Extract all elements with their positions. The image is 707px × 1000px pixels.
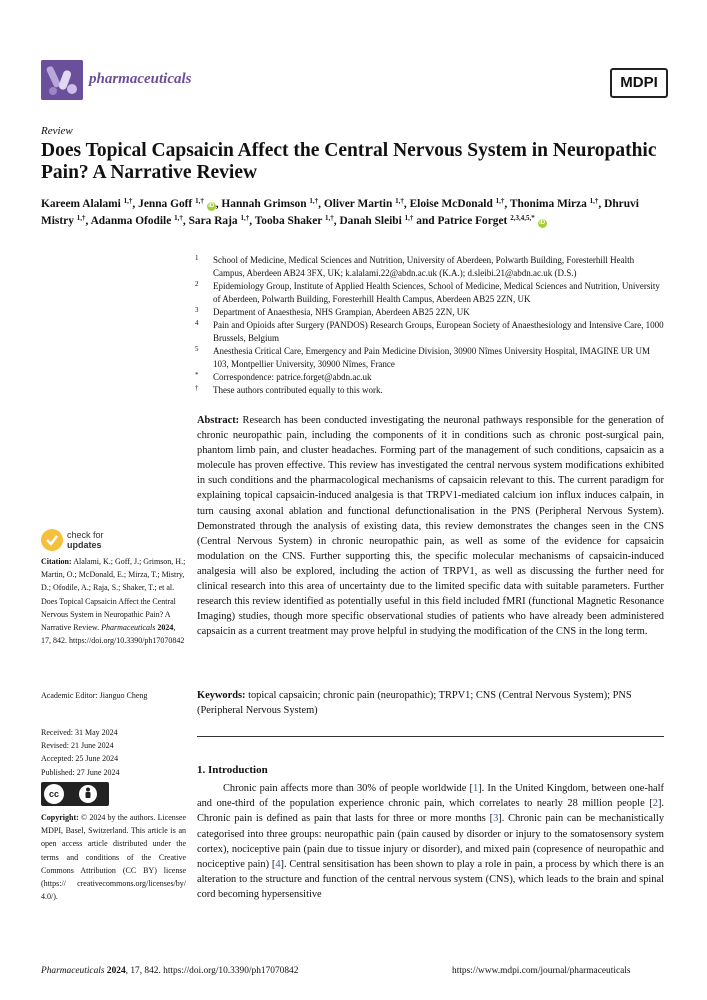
section-heading: 1. Introduction <box>197 764 268 776</box>
introduction-paragraph <box>197 781 664 903</box>
author-affiliation-marks: 1,† <box>404 214 414 222</box>
author-name: Dhruvi Mistry <box>41 198 639 227</box>
by-attribution-icon <box>79 785 97 803</box>
affiliations <box>195 254 665 397</box>
copyright-block <box>41 811 186 903</box>
affiliation-text: Anesthesia Critical Care, Emergency and Pain Medicine Division, 30900 Nîmes University Hospital, IMAGINE UR UM 103, Montpellier University, 30900 Nîmes, France <box>213 346 651 369</box>
affiliation-text: Department of Anaesthesia, NHS Grampian, Aberdeen AB25 2ZN, UK <box>213 307 470 317</box>
received-date: Received: 31 May 2024 <box>41 728 118 737</box>
affiliation-mark: 1 <box>195 254 199 262</box>
citation-year: 2024 <box>157 623 174 633</box>
author-affiliation-marks: 1,† <box>195 197 204 205</box>
affiliation-item <box>195 345 665 371</box>
author-affiliation-marks: 2,3,4,5,* <box>510 214 535 222</box>
author-affiliation-marks: 1,† <box>495 197 505 205</box>
body-text: ]. Chronic pain is defined as pain that lasts for three or more months [ <box>197 798 664 825</box>
author-list: Kareem Alalami $^{1,\dagger}$, Jenna Goff $^{1,\dagger}$ iD , Hannah Grimson $^{1,\dagger}$, Oliver Martin $^{1,\dagger}$, Eloise McDonald $^{1,\dagger}$, Thonima Mirza $^{1,\dagger}$, Dhruvi Mistry $^{1,\dagger}$, Adanma Ofodile $^{1,\dagger}$, Sara Raja $^{1,\dagger}$, Tooba Shaker $^{1,\dagger}$, Danah Sleibi $^{1,\dagger}$ and Patrice Forget $^{2,3,4,5,*}$ iD <box>41 197 639 227</box>
orcid-icon[interactable]: iD <box>539 220 546 226</box>
keywords <box>197 688 664 718</box>
citation-text: Alalami, K.; Goff, J.; Grimson, H.; Martin, O.; McDonald, E.; Mirza, T.; Mistry, D.; Ofodile, A.; Raja, S.; Shaker, T.; et al. Does Topical Capsaicin Affect the Central Nervous System in Neuropathic Pain? A Narrative Review. <box>41 557 186 633</box>
cc-icon: cc <box>44 784 64 804</box>
affiliation-item <box>195 254 665 280</box>
author-affiliation-marks: 1,† <box>395 197 404 205</box>
author-affiliation-marks: 1,† <box>76 214 86 222</box>
author-affiliation-marks: 1,† <box>174 214 183 222</box>
affiliation-mark: † <box>195 384 199 392</box>
publisher-logo: MDPI <box>610 68 668 98</box>
author-name: Thonima Mirza <box>509 198 590 210</box>
published-date: Published: 27 June 2024 <box>41 767 120 777</box>
abstract-text: Research has been conducted investigating the neuronal pathways responsible for the generation of chronic neuropathic pain, including the components of it in conditions such as chronic post-surgical pain, phantom limb pain, and cluster headaches. Forming part of the management of such conditions, capsaicin as a molecule has proven effective. This review has investigated the central nervous system modifications exhibited in such conditions and the pharmacological mechanisms of capsaicin relevant to this. The current paradigm for explaining topical capsaicin-induced analgesia is that TRPV1-mediated calcium ion influx induces calpain, in turn causing axonal ablation and functional defunctionalisation in the PNS (Peripheral Nervous System). Demonstrated through the analysis of existing data, this review demonstrates the changes seen in the CNS (Central Nervous System) in chronic neuropathic pain, as well as some of the evidence for capsaicin modulation on the CNS. Further supporting this, the specific molecular mechanisms of capsaicin-induced analgesia will also be explored, including the action of TRPV1, as well as discussing the further need for clinical research into this area of uncertainty due to the limited specific data with suitable parameters. Further research this review identified as potentially useful in this field included fMRI (functional Magnetic Resonance Imaging) studies, though more specific observational studies of patients who have already been administered capsaicin as a current treatment may prove helpful in studying the modification of the CNS in the long term. <box>197 415 664 638</box>
journal-name: pharmaceuticals <box>89 71 192 87</box>
author-name: Kareem Alalami <box>41 198 124 210</box>
publication-dates <box>41 726 186 779</box>
affiliation-item <box>195 319 665 345</box>
affiliation-mark: 2 <box>195 280 199 288</box>
academic-editor: Academic Editor: Jianguo Cheng <box>41 691 148 700</box>
author-affiliation-marks: 1,† <box>309 197 319 205</box>
body-text: ]. Central sensitisation has been shown to play a role in pain, a process by which there is an alteration to the structure and function of the central nervous system (CNS), which leads to the brain and spinal cord becoming hypersensitive <box>197 859 664 901</box>
accepted-date: Accepted: 25 June 2024 <box>41 754 119 764</box>
check-updates-icon <box>41 529 63 551</box>
affiliation-item <box>195 371 665 384</box>
citation-link[interactable]: 3 <box>493 813 499 825</box>
author-name: Tooba Shaker <box>254 215 325 227</box>
author-affiliation-marks: 1,† <box>325 214 334 222</box>
affiliation-mark: 5 <box>195 345 199 353</box>
footer-journal-url[interactable]: https://www.mdpi.com/journal/pharmaceuticals <box>452 966 631 976</box>
author-name: Patrice Forget <box>437 215 511 227</box>
affiliation-text: Epidemiology Group, Institute of Applied Health Sciences, School of Medicine, Medical Sciences and Nutrition, University of Aberdeen, Polwarth Building, Foresterhill Health Campus, Aberdeen AB25 2ZN, UK <box>213 281 660 304</box>
revised-date: Revised: 21 June 2024 <box>41 741 114 751</box>
citation-volume-doi[interactable]: , 17, 842. https://doi.org/10.3390/ph17070842 <box>41 623 185 646</box>
citation-link[interactable]: 2 <box>652 798 658 810</box>
affiliation-mark: 4 <box>195 319 199 327</box>
footer-journal: Pharmaceuticals <box>41 966 105 976</box>
citation-link[interactable]: 4 <box>275 859 281 871</box>
footer-doi[interactable]: , 17, 842. https://doi.org/10.3390/ph17070842 <box>125 966 299 976</box>
copyright-text: © 2024 by the authors. Licensee MDPI, Basel, Switzerland. This article is an open access article distributed under the terms and conditions of the Creative Commons Attribution (CC BY) license (https:// creativecommons.org/licenses/by/ 4.0/). <box>41 813 187 902</box>
check-updates-line2: updates <box>67 540 102 550</box>
citation-block <box>41 555 186 647</box>
affiliation-item <box>195 280 665 306</box>
citation-link[interactable]: 1 <box>472 783 479 794</box>
affiliation-text: Pain and Opioids after Surgery (PANDOS) Research Groups, European Society of Anaesthesiology and Intensive Care, 1000 Brussels, Belgium <box>213 320 664 343</box>
affiliation-mark: * <box>195 371 199 379</box>
keywords-text: topical capsaicin; chronic pain (neuropathic); TRPV1; CNS (Central Nervous System); PNS (Peripheral Nervous System) <box>197 690 632 716</box>
affiliation-text: Correspondence: patrice.forget@abdn.ac.uk <box>213 372 372 382</box>
author-name: Danah Sleibi <box>339 215 405 227</box>
author-affiliation-marks: 1,† <box>240 214 250 222</box>
paper-title: Does Topical Capsaicin Affect the Central Nervous System in Neuropathic Pain? A Narrative Review <box>41 140 657 183</box>
author-affiliation-marks: 1,† <box>123 197 133 205</box>
journal-logo <box>41 60 83 100</box>
orcid-icon[interactable]: iD <box>208 203 215 209</box>
author-name: Jenna Goff <box>138 198 196 210</box>
affiliation-item <box>195 306 665 319</box>
affiliation-mark: 3 <box>195 306 199 314</box>
author-name: Sara Raja <box>188 215 241 227</box>
divider <box>197 736 664 737</box>
body-text: ]. In the United Kingdom, between one-half and one-third of the population experience chronic pain, which correlates to nearly 28 million people [ <box>197 783 665 810</box>
affiliation-text: These authors contributed equally to this work. <box>213 385 383 395</box>
body-text: ]. Chronic pain can be mechanistically categorised into three groups: neuropathic pain (pain caused by disorder or injury to the somatosensory system cortex), nociceptive pain (pain due to tissue injury or disorder), and mixed pain (copresence of neuropathic and nociceptive pain) [ <box>197 813 665 871</box>
copyright-label: Copyright: <box>41 813 79 822</box>
author-name: Eloise McDonald <box>409 198 496 210</box>
citation-label: Citation: <box>41 557 72 566</box>
citation-journal: Pharmaceuticals <box>101 623 156 633</box>
body-text: Chronic pain affects more than 30% of people worldwide [ <box>223 783 473 794</box>
footer-citation <box>41 966 298 976</box>
footer-year: 2024 <box>106 966 126 976</box>
affiliation-item <box>195 384 665 397</box>
author-name: Oliver Martin <box>323 198 396 210</box>
abstract <box>197 413 664 639</box>
keywords-label: Keywords: <box>197 690 246 701</box>
author-name: Hannah Grimson <box>221 198 310 210</box>
abstract-label: Abstract: <box>197 415 240 426</box>
affiliation-text: School of Medicine, Medical Sciences and Nutrition, University of Aberdeen, Polwarth Building, Foresterhill Health Campus, Aberdeen AB24 3FX, UK; k.alalami.22@abdn.ac.uk (K.A.); d.sleibi.21@abdn.ac.uk (D.S.) <box>213 255 635 278</box>
article-type: Review <box>41 125 73 137</box>
author-name: Adanma Ofodile <box>90 215 175 227</box>
author-affiliation-marks: 1,† <box>589 197 599 205</box>
check-updates-line1: check for <box>67 530 104 540</box>
cc-license-badge[interactable] <box>41 782 109 806</box>
